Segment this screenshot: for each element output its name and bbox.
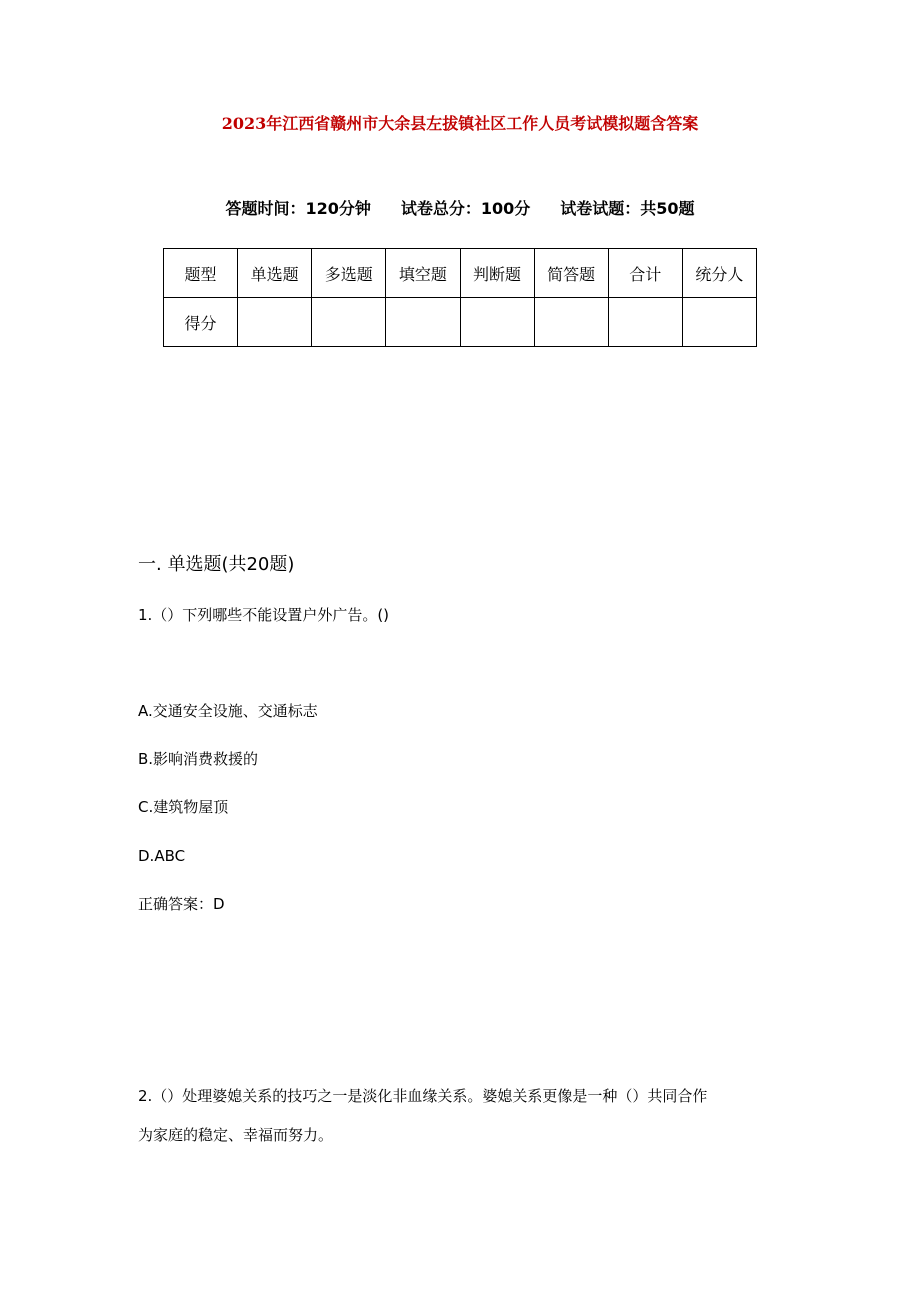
header-cell-multi-choice: 多选题 bbox=[312, 249, 386, 298]
question-2-stem-line-1: 2.（）处理婆媳关系的技巧之一是淡化非血缘关系。婆媳关系更像是一种（）共同合作 bbox=[138, 1087, 708, 1105]
question-1-option-a: A.交通安全设施、交通标志 bbox=[138, 702, 318, 720]
score-cell bbox=[312, 298, 386, 347]
header-cell-short-answer: 简答题 bbox=[534, 249, 608, 298]
header-cell-fill-blank: 填空题 bbox=[386, 249, 460, 298]
section-heading: 一. 单选题(共20题) bbox=[138, 554, 295, 575]
score-cell bbox=[682, 298, 756, 347]
question-1-answer: 正确答案：D bbox=[138, 895, 225, 913]
header-cell-scorer: 统分人 bbox=[682, 249, 756, 298]
score-table-score-row bbox=[164, 298, 757, 347]
score-cell bbox=[608, 298, 682, 347]
score-cell bbox=[238, 298, 312, 347]
score-cell bbox=[386, 298, 460, 347]
score-cell bbox=[534, 298, 608, 347]
exam-time: 答题时间：120分钟 bbox=[225, 199, 371, 218]
header-cell-single-choice: 单选题 bbox=[238, 249, 312, 298]
exam-question-count: 试卷试题：共50题 bbox=[560, 199, 695, 218]
score-cell bbox=[460, 298, 534, 347]
question-2-stem-line-2: 为家庭的稳定、幸福而努力。 bbox=[138, 1126, 334, 1144]
exam-info bbox=[0, 197, 920, 221]
exam-total-score: 试卷总分：100分 bbox=[400, 199, 531, 218]
question-1-option-c: C.建筑物屋顶 bbox=[138, 798, 229, 816]
header-cell-true-false: 判断题 bbox=[460, 249, 534, 298]
question-1-stem: 1.（）下列哪些不能设置户外广告。() bbox=[138, 606, 390, 624]
score-table-header-row bbox=[164, 249, 757, 298]
question-1-option-d: D.ABC bbox=[138, 847, 186, 865]
row-label-score: 得分 bbox=[164, 298, 238, 347]
document-title: 2023年江西省赣州市大余县左拔镇社区工作人员考试模拟题含答案 bbox=[221, 114, 699, 133]
header-cell-total: 合计 bbox=[608, 249, 682, 298]
header-cell-type: 题型 bbox=[164, 249, 238, 298]
question-1-option-b: B.影响消费救援的 bbox=[138, 750, 259, 768]
score-table bbox=[163, 248, 757, 347]
